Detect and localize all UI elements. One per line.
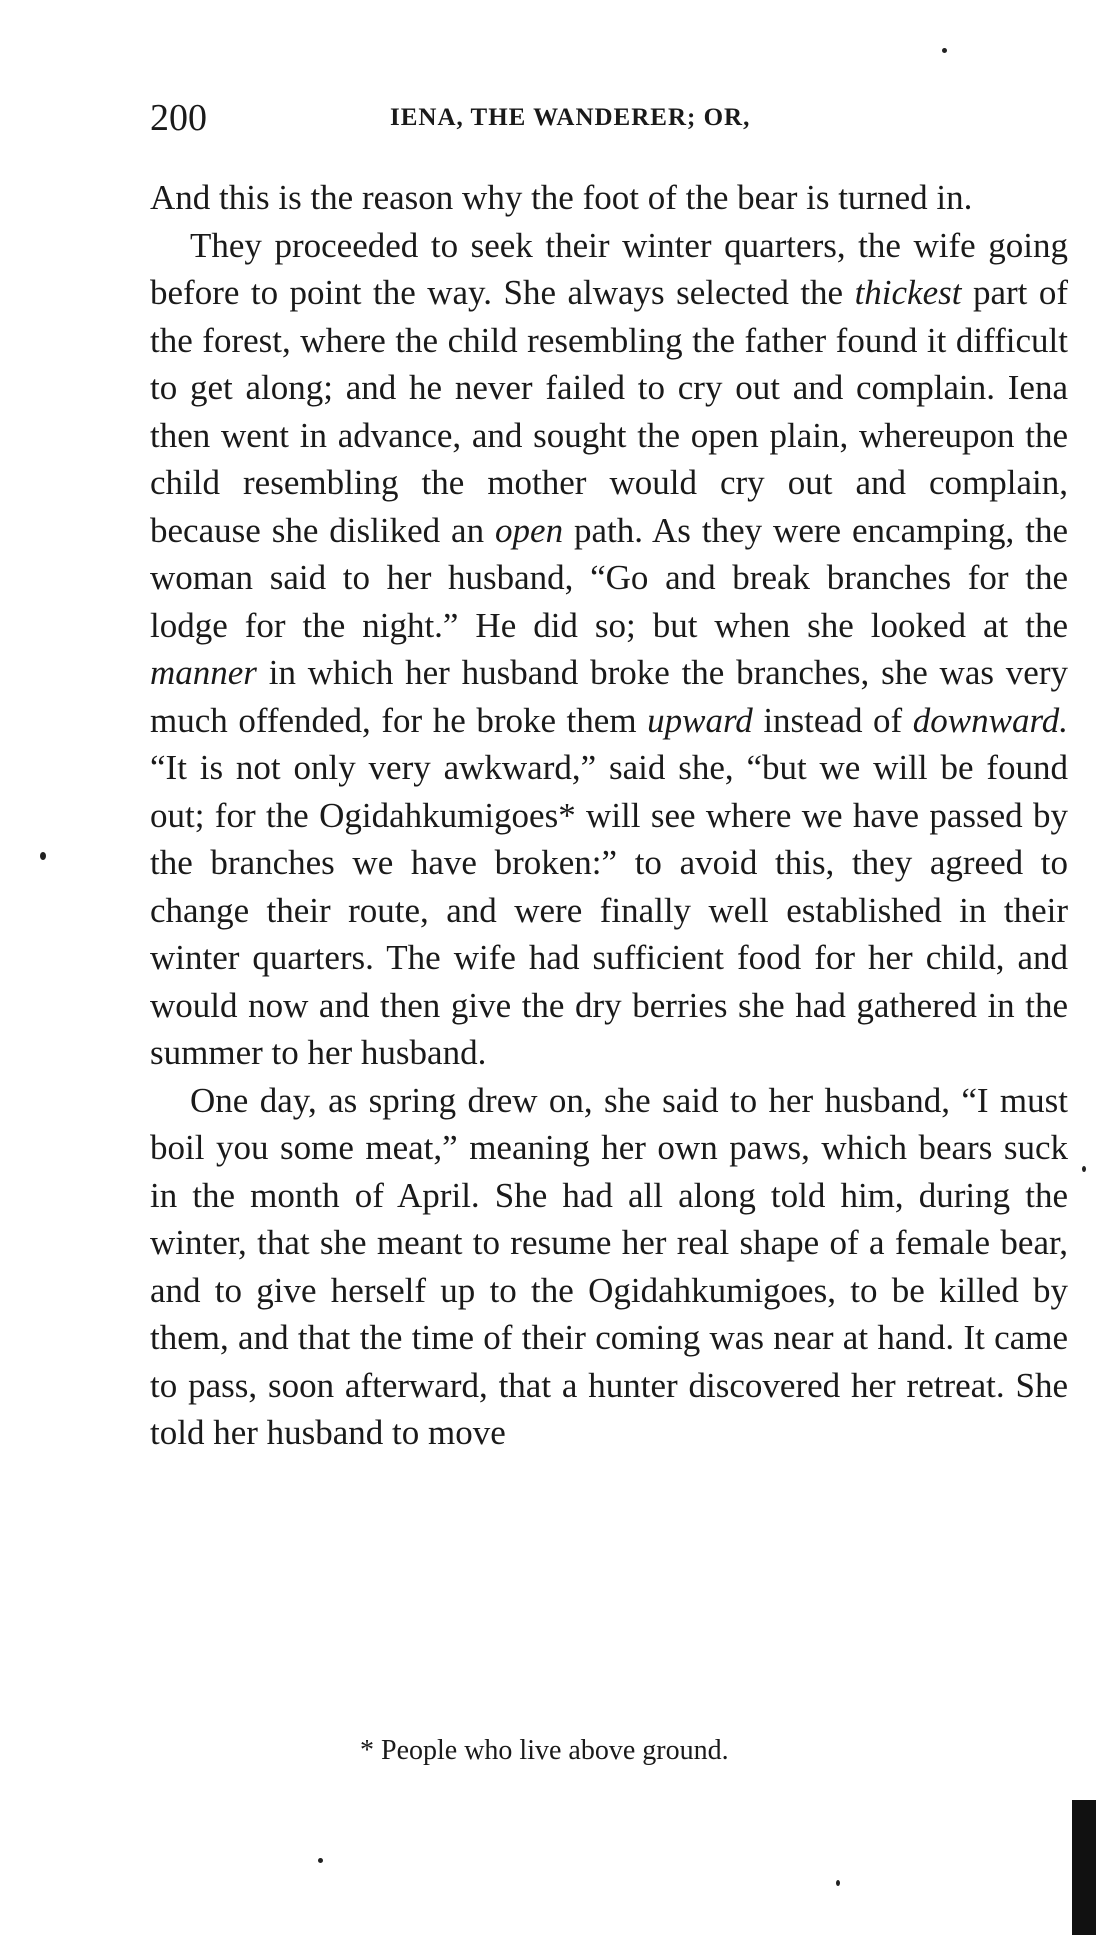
paragraph-2-segment: in which her husband broke the branches, she was very much offended, for he broke them [150, 653, 1068, 740]
italic-word-manner: manner [150, 653, 257, 692]
paragraph-2-segment: They proceeded to seek their winter quarters, the wife going before to point the way. She always selected the [150, 225, 1068, 312]
scan-speck [942, 48, 947, 53]
paragraph-3-text: One day, as spring drew on, she said to her husband, “I must boil you some meat,” meaning her own paws, which bears suck in the month of April. She had all along told him, during the winter, that she meant to resume her real shape of a female bear, and to give herself up to the Ogidahkumigoes, to be killed by them, and that the time of their coming was near at hand. It came to pass, soon afterward, that a hunter discovered her retreat. She told her husband to move [150, 1080, 1068, 1452]
paragraph-1 [150, 174, 1068, 222]
body-text [150, 174, 1068, 1457]
running-head [150, 96, 1070, 144]
italic-word-open: open [495, 510, 564, 550]
paragraph-2-segment: “It is not only very awkward,” said she, “but we will be found out; for the Ogidahkumigoes* will see where we have passed by the branches we have broken:” to avoid this, they agreed to change their route, and were finally well established in their winter quarters. The wife had sufficient food for her child, and would now and then give the dry berries she had gathered in the summer to her husband. [150, 748, 1068, 1072]
footnote: * People who live above ground. [360, 1735, 729, 1766]
scan-speck [40, 852, 46, 860]
scan-speck [836, 1880, 840, 1886]
paragraph-2 [150, 222, 1068, 1077]
paragraph-2-segment: instead of [752, 700, 913, 740]
italic-word-thickest: thickest [854, 273, 962, 312]
paragraph-2-segment: path. As they were encamping, the woman said to her husband, “Go and break branches for the lodge for the night.” He did so; but when she looked at the [150, 510, 1068, 645]
paragraph-1-text: And this is the reason why the foot of the bear is turned in. [150, 178, 973, 217]
running-title: IENA, THE WANDERER; OR, [390, 104, 751, 131]
page-number: 200 [150, 97, 207, 139]
italic-word-downward: downward. [912, 700, 1069, 740]
scan-edge-shadow [1072, 1800, 1096, 1935]
italic-word-upward: upward [647, 700, 753, 740]
paragraph-2-segment: part of the forest, where the child resembling the father found it difficult to get along; and he never failed to cry out and complain. Iena then went in advance, and sought the open plain, whereupon the child resembling the mother would cry out and complain, because she disliked an [150, 273, 1068, 550]
paragraph-3 [150, 1077, 1068, 1457]
scan-speck [318, 1858, 323, 1863]
scan-speck [1082, 1166, 1086, 1172]
